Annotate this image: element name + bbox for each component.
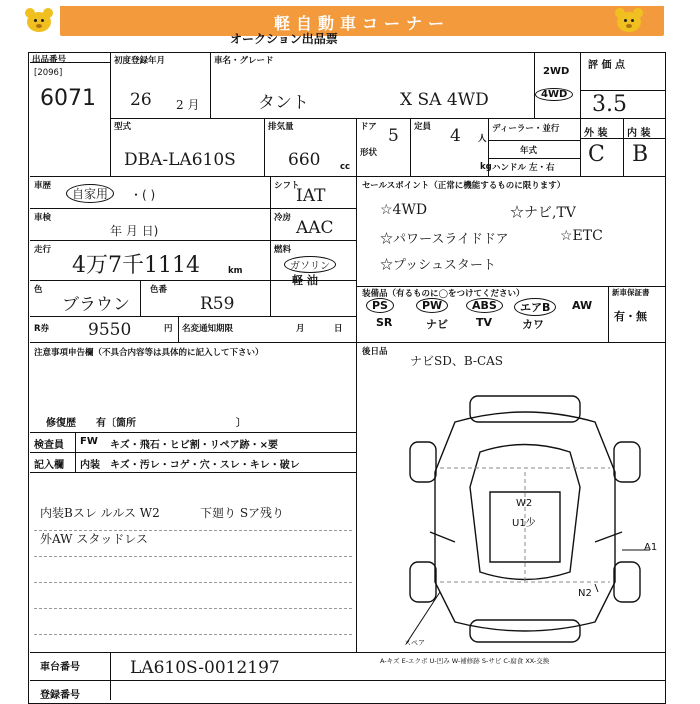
equip-aw: AW — [572, 299, 593, 312]
remark-line-2: 外AW スタッドレス — [40, 532, 148, 546]
interior-label: 内 装 — [627, 128, 651, 139]
color-label: 色 — [34, 285, 43, 295]
drive-2wd: 2WD — [543, 66, 570, 77]
inspection-label: 車検 — [34, 213, 52, 223]
car-name-label: 車名・グレード — [214, 56, 274, 66]
equip-tv: TV — [476, 316, 493, 329]
capacity-unit: 人 — [478, 134, 487, 144]
equip-airbag: エアB — [514, 298, 556, 316]
new-warranty-value: 有・無 — [614, 310, 647, 323]
sales-point-2: ☆ナビ,TV — [510, 205, 576, 221]
inspector-interior: 内装 — [80, 460, 100, 471]
period-label: 名変通知期限 — [182, 324, 234, 334]
inspector-fw: FW — [80, 436, 98, 447]
model-label: 型式 — [114, 122, 132, 132]
color-value: ブラウン — [62, 295, 130, 315]
color-code-label: 色番 — [150, 285, 168, 295]
shift-label: シフト — [274, 181, 300, 191]
mileage-label: 走行 — [34, 245, 52, 255]
equip-ps: PS — [366, 298, 394, 313]
sales-point-3: ☆パワースライドドア — [380, 232, 509, 247]
registration-year: 26 — [130, 90, 152, 110]
equip-abs: ABS — [466, 298, 503, 313]
header-banner — [60, 6, 664, 36]
diagram-mark-a1: A1 — [644, 542, 658, 553]
lot-label: 出品番号 — [32, 55, 67, 65]
load-unit: kg — [480, 162, 492, 172]
inspector-row2: キズ・汚レ・コゲ・穴・スレ・キレ・破レ — [110, 460, 300, 471]
lot-number: 6071 — [40, 86, 96, 111]
repair-history: 修復歴 有〔箇所 〕 — [46, 418, 246, 429]
shift-value: IAT — [296, 186, 326, 206]
displacement-value: 660 — [288, 150, 321, 170]
damage-legend: A-キズ E-エクボ U-凹み W-補修跡 S-サビ C-腐食 XX-交換 — [380, 657, 550, 665]
shape-label: 形状 — [360, 148, 378, 158]
rating-score: 3.5 — [592, 92, 627, 117]
recycle-unit: 円 — [164, 324, 173, 334]
bear-logo-right-icon — [612, 6, 646, 36]
inspector-row1: キズ・飛石・ヒビ割・リペア跡・×要 — [110, 440, 278, 451]
sales-points-label: セールスポイント（正常に機能するものに限ります） — [362, 181, 566, 191]
aircon-label: 冷房 — [274, 213, 292, 223]
equip-kawa: カワ — [522, 318, 544, 331]
chassis-label: 車台番号 — [40, 662, 80, 673]
equip-sr: SR — [376, 316, 393, 329]
capacity-value: 4 — [450, 126, 461, 146]
equip-navi: ナビ — [426, 318, 448, 331]
equip-pw: PW — [416, 298, 448, 313]
capacity-label: 定員 — [414, 122, 432, 132]
inspection-value: 年 月 日) — [110, 224, 159, 238]
diagram-mark-u1: U1少 — [512, 518, 536, 529]
car-grade-value: X SA 4WD — [400, 90, 489, 110]
registration-number-label: 登録番号 — [40, 690, 80, 701]
drive-4wd-circled: 4WD — [535, 88, 573, 101]
chassis-value: LA610S-0012197 — [130, 658, 280, 678]
doors-value: 5 — [388, 126, 399, 146]
header-title: 軽自動車コーナー — [273, 14, 450, 33]
diagram-mark-n2: N2 — [578, 588, 592, 599]
interior-grade: B — [632, 142, 649, 167]
entry-label: 記入欄 — [34, 460, 64, 471]
usage-label: 車歴 — [34, 181, 52, 191]
period-day: 日 — [334, 324, 343, 334]
rating-label: 評 価 点 — [588, 60, 625, 71]
handle-label: ハンドル 左・右 — [492, 163, 555, 173]
fuel-gasoline-circled: ガソリン — [284, 256, 336, 273]
fuel-diesel: 軽 油 — [292, 274, 318, 287]
notes-label: 注意事項申告欄（不具合内容等は具体的に記入して下さい） — [34, 348, 264, 358]
displacement-unit: cc — [340, 162, 351, 172]
period-month: 月 — [296, 324, 305, 334]
exterior-label: 外 装 — [584, 128, 608, 139]
aircon-value: AAC — [296, 218, 334, 238]
year-label: 年式 — [520, 146, 538, 156]
registration-month: 2 月 — [176, 98, 200, 112]
model-value: DBA-LA610S — [124, 150, 236, 170]
bear-logo-left-icon — [22, 6, 56, 36]
displacement-label: 排気量 — [268, 122, 294, 132]
mileage-value: 4万7千1114 — [72, 253, 200, 278]
afterparts-value: ナビSD、B-CAS — [410, 354, 504, 368]
exterior-grade: C — [588, 142, 605, 167]
usage-rest: ・( ) — [130, 188, 156, 202]
registration-label: 初度登録年月 — [114, 56, 166, 66]
doors-label: ドア — [360, 122, 377, 132]
new-warranty-label: 新車保証書 — [612, 288, 650, 297]
sales-point-1: ☆4WD — [380, 202, 428, 218]
sheet-subtitle: オークション出品票 — [230, 32, 338, 46]
car-name-value: タント — [258, 93, 309, 113]
afterparts-label: 後日品 — [362, 347, 388, 357]
inspector-label: 検査員 — [34, 440, 64, 451]
remark-line-3: 下廻り Sア残り — [200, 506, 285, 520]
diagram-mark-w2: W2 — [516, 498, 533, 509]
equipment-label: 装備品（有るものに◯をつけてください） — [362, 289, 525, 299]
lot-code: [2096] — [34, 68, 63, 78]
color-code: R59 — [200, 294, 235, 314]
diagram-mark-spare: スペア — [404, 639, 425, 647]
sales-point-4: ☆ETC — [560, 228, 603, 244]
sales-point-5: ☆プッシュスタート — [380, 258, 496, 273]
mileage-unit: km — [228, 266, 243, 276]
fuel-label: 燃料 — [274, 245, 292, 255]
recycle-label: R券 — [34, 324, 50, 334]
dealer-label: ディーラー・並行 — [492, 124, 560, 134]
recycle-value: 9550 — [88, 320, 132, 340]
usage-value-circled: 自家用 — [66, 184, 114, 203]
remark-line-1: 内装Bスレ ルルス W2 — [40, 506, 160, 520]
